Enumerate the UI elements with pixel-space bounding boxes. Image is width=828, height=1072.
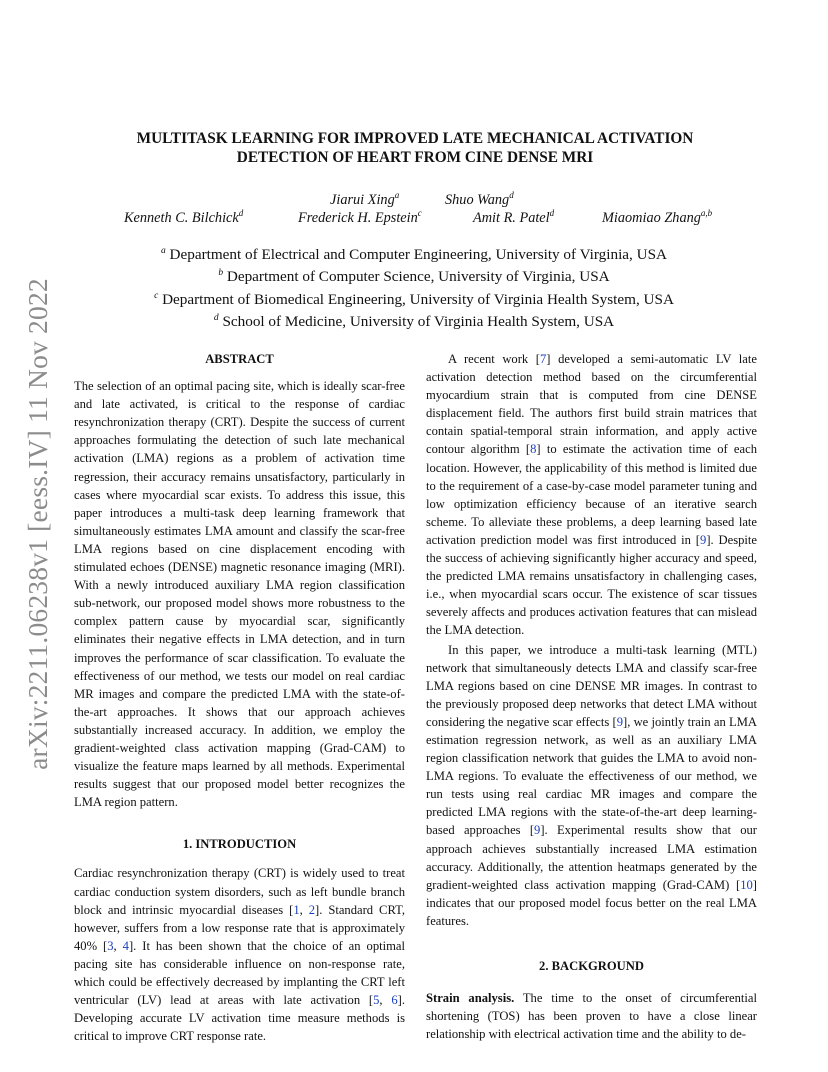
strain-analysis-lead: Strain analysis. xyxy=(426,991,515,1006)
citation-link[interactable]: 3 xyxy=(107,938,114,953)
citation-link[interactable]: 9 xyxy=(616,714,624,729)
author: Jiarui Xing$^a$ xyxy=(330,190,400,208)
contribution-paragraph: In this paper, we introduce a multi-task learning (MTL) network that simultaneously detects LMA and classify scar-free LMA regions based on cine DENSE MR images. In contrast to the previously proposed deep networks that detect LMA without considering the negative scar effects [9], we jointly train an LMA estimation regression network, as well as an auxiliary LMA region classification network that guides the LMA to avoid non-LMA regions. To evaluate the effectiveness of our method, we run tests using real cardiac MR images and compare the predicted LMA regions with the state-of-the-art deep learning-based approaches [9]. Experimental results show that our approach achieves substantially increased LMA estimation accuracy. Additionally, the attention heatmaps generated by the gradient-weighted class activation mapping (Grad-CAM) [10] indicates that our proposed model focus better on the real LMA features. xyxy=(426,642,757,928)
related-work-paragraph: A recent work [7] developed a semi-automatic LV late activation detection method based on the circumferential myocardium strain that is computed from cine DENSE displacement field. The authors first build strain matrices that contain spatial-temporal strain information, and apply active contour algorithm [8] to estimate the activation time of each location. However, the applicability of this method is limited due to the requirement of a case-by-case model parameter tuning and low optimization efficiency because of an iterative search scheme. To alleviate these problems, a deep learning based late activation prediction model was first introduced in [9]. Despite the success of achieving significantly higher accuracy and speed, the predicted LMA remains unsatisfactory in challenging cases, i.e., when myocardial scars occur. The existence of scar tissues severely affects and produces activation features that can mislead the LMA detection. xyxy=(426,352,757,638)
citation-link[interactable]: 9 xyxy=(700,532,707,547)
affiliation: $^b$ Department of Computer Science, University of Virginia, USA xyxy=(218,268,610,286)
author: Miaomiao Zhang$^{a,b}$ xyxy=(602,208,713,226)
abstract-text: The selection of an optimal pacing site, which is ideally scar-free and late activated, is critical to the response of cardiac resynchronization therapy (CRT). Despite the success of current approaches formulating the detection of such late mechanical activation (LMA) regions as a problem of activation time regression, their accuracy remains unsatisfactory, particularly in cases where myocardial scar exists. To address this issue, this paper introduces a multi-task deep learning framework that simultaneously estimates LMA amount and classify the scar-free LMA regions based on cine displacement encoding with stimulated echoes (DENSE) magnetic resonance imaging (MRI). With a newly introduced auxiliary LMA region classification sub-network, our proposed model shows more robustness to the complex pattern cause by myocardial scar, significantly eliminates their negative effects in LMA detection, and in turn improves the performance of scar classification. To evaluate the effectiveness of our method, we tests our model on real cardiac MR images and compare the predicted LMA with the state-of-the-art approaches. It shows that our approach achieves substantially increased accuracy. In addition, we employ the gradient-weighted class activation mapping (Grad-CAM) to visualize the feature maps learned by all methods. Experimental results suggest that our proposed model better recognizes the LMA region pattern. xyxy=(74,379,405,810)
affiliation: $^c$ Department of Biomedical Engineering, University of Virginia Health System, USA xyxy=(154,290,674,308)
citation-link[interactable]: 7 xyxy=(540,352,547,366)
affiliation: $^d$ School of Medicine, University of Virginia Health System, USA xyxy=(213,312,615,330)
affiliation-list xyxy=(0,242,828,331)
introduction-heading: 1. INTRODUCTION xyxy=(182,837,297,852)
right-column xyxy=(426,350,757,1043)
citation-link[interactable]: 9 xyxy=(534,823,541,838)
background-heading: 2. BACKGROUND xyxy=(539,959,644,973)
author: Shuo Wang$^d$ xyxy=(445,190,514,208)
paper-title xyxy=(100,129,730,167)
author: Frederick H. Epstein$^c$ xyxy=(298,208,422,226)
left-column xyxy=(74,350,405,1045)
arxiv-stamp xyxy=(18,278,58,770)
affiliation: $^a$ Department of Electrical and Computer Engineering, University of Virginia, USA xyxy=(160,246,668,264)
strain-analysis-paragraph: Strain analysis. The time to the onset of circumferential shortening (TOS) has been proven to have a close linear relationship with electrical activation time and the ability to de- xyxy=(426,991,757,1042)
citation-link[interactable]: 4 xyxy=(122,938,129,953)
arxiv-stamp-text: arXiv:2211.06238v1 [eess.IV] 11 Nov 2022 xyxy=(22,278,53,770)
author: Amit R. Patel$^d$ xyxy=(473,208,555,226)
citation-link[interactable]: 2 xyxy=(308,902,316,917)
citation-link[interactable]: 10 xyxy=(740,877,753,892)
citation-link[interactable]: 5 xyxy=(373,993,380,1008)
citation-link[interactable]: 6 xyxy=(391,993,398,1008)
citation-link[interactable]: 8 xyxy=(530,442,537,457)
author: Kenneth C. Bilchick$^d$ xyxy=(124,208,244,226)
title-line-1: MULTITASK LEARNING FOR IMPROVED LATE MECHANICAL ACTIVATION xyxy=(136,130,694,147)
title-line-2: DETECTION OF HEART FROM CINE DENSE MRI xyxy=(236,149,594,166)
introduction-paragraph: Cardiac resynchronization therapy (CRT) is widely used to treat cardiac conduction system disorders, such as left bundle branch block and intrinsic myocardial diseases [1, 2]. Standard CRT, however, suffers from a low response rate that is approximately 40% [3, 4]. It has been shown that the choice of an optimal pacing site has considerable influence on non-response rate, which could be effectively decreased by implanting the CRT left ventricular (LV) lead at areas with late activation [5, 6]. Developing accurate LV activation time measure methods is critical to improve CRT response rate. xyxy=(74,866,406,1044)
abstract-heading: ABSTRACT xyxy=(205,352,274,366)
citation-link[interactable]: 1 xyxy=(293,902,300,917)
